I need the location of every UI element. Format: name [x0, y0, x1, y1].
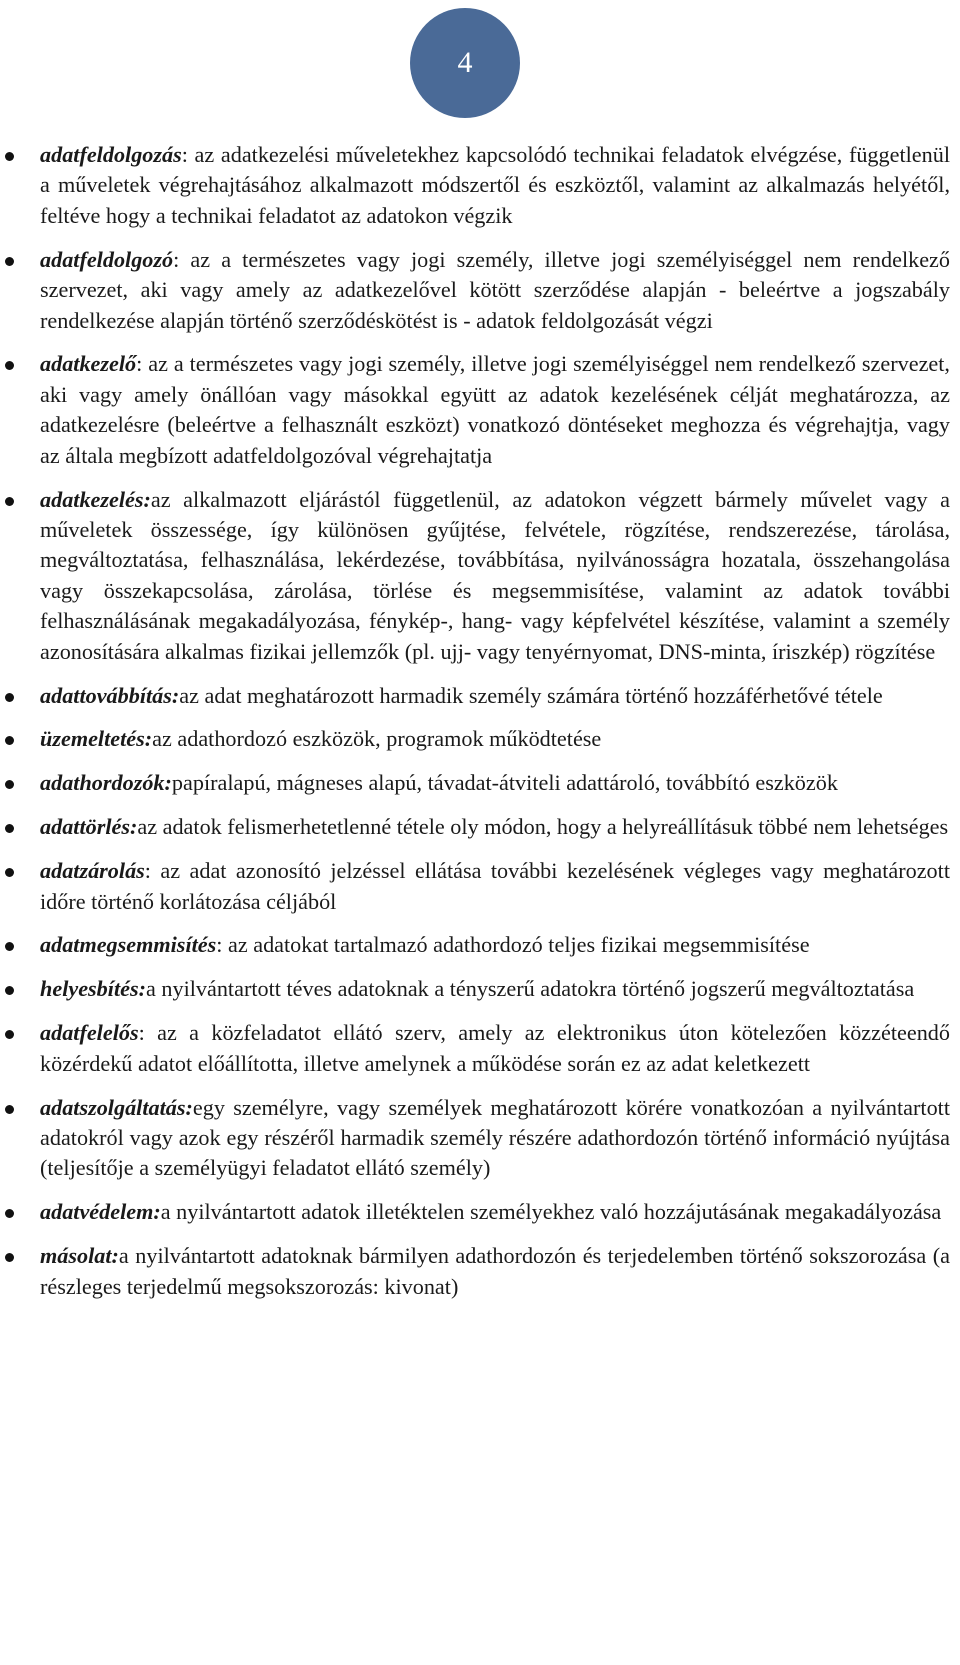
definition-term: adatfeldolgozó	[40, 246, 174, 272]
definition-item	[0, 245, 960, 336]
definition-term: adatkezelés:	[40, 486, 151, 512]
definition-item	[0, 768, 960, 798]
definition-term: adatvédelem:	[40, 1199, 161, 1225]
definition-term: adatzárolás	[40, 858, 145, 884]
definition-term: helyesbítés:	[40, 976, 146, 1002]
definition-text: az a természetes vagy jogi személy, illetve jogi személyiséggel nem rendelkező szervezet, aki vagy amely önállóan vagy másokkal együtt az adatok kezelésének célját meghatározza, az adatkezelésre (beleértve a felhasznált eszközt) vonatkozó döntéseket meghozza és végrehajtja, vagy az általa megbízott adatfeldolgozóval végrehajtatja	[40, 351, 950, 468]
definition-item	[0, 812, 960, 842]
definition-term: adathordozók:	[40, 770, 172, 796]
term-separator: :	[173, 246, 191, 272]
definition-item	[0, 1197, 960, 1227]
bullet-icon	[5, 152, 14, 161]
definition-item	[0, 1241, 960, 1302]
definition-term: adatszolgáltatás:	[40, 1094, 193, 1120]
definition-item	[0, 1018, 960, 1079]
bullet-icon	[5, 497, 14, 506]
definition-text: az adat azonosító jelzéssel ellátása további kezelésének végleges vagy meghatározott időre történő korlátozása céljából	[40, 858, 950, 914]
bullet-icon	[5, 780, 14, 789]
definition-text: az adat meghatározott harmadik személy számára történő hozzáférhetővé tétele	[179, 682, 883, 708]
definition-text: az adatok felismerhetetlenné tétele oly módon, hogy a helyreállításuk többé nem lehetséges	[137, 814, 949, 840]
definition-text: az adatokat tartalmazó adathordozó teljes fizikai megsemmisítése	[227, 932, 810, 958]
definition-text: egy személyre, vagy személyek meghatározott körére vonatkozóan a nyilvántartott adatokról vagy azok egy részéről harmadik személy részére adathordozón történő információ nyújtása (teljesítője a személyügyi feladatot ellátó személy)	[40, 1094, 950, 1181]
definition-item	[0, 485, 960, 667]
definition-item	[0, 724, 960, 754]
definition-text: az adatkezelési műveletekhez kapcsolódó technikai feladatok elvégzése, függetlenül a műveletek végrehajtásához alkalmazott módszertől és eszköztől, valamint az alkalmazás helyétől, feltéve hogy a technikai feladatot az adatokon végzik	[40, 142, 950, 228]
definition-text: az a természetes vagy jogi személy, illetve jogi személyiséggel nem rendelkező szervezet, aki vagy amely az adatkezelővel kötött szerződése alapján - beleértve a jogszabály rendelkezése alapján történő szerződéskötést is - adatok feldolgozását végzi	[40, 246, 950, 333]
bullet-icon	[5, 693, 14, 702]
bullet-icon	[5, 1253, 14, 1262]
bullet-icon	[5, 736, 14, 745]
definition-text: a nyilvántartott téves adatoknak a tényszerű adatokra történő jogszerű megváltoztatása	[145, 976, 915, 1002]
bullet-icon	[5, 361, 14, 370]
bullet-icon	[5, 942, 14, 951]
definition-text: a nyilvántartott adatoknak bármilyen adathordozón és terjedelemben történő sokszorozása (a részleges terjedelmű megsokszorozás: kivonat)	[40, 1243, 950, 1299]
definition-item	[0, 974, 960, 1004]
term-separator: :	[144, 858, 161, 884]
definition-term: adatfelelős	[40, 1020, 139, 1046]
definition-term: adattörlés:	[40, 814, 138, 840]
term-separator: :	[136, 351, 149, 377]
definition-term: másolat:	[40, 1243, 119, 1269]
definition-term: adattovábbítás:	[40, 682, 180, 708]
definition-term: üzemeltetés:	[40, 726, 153, 752]
definition-item	[0, 349, 960, 471]
definition-list	[0, 140, 960, 1316]
definition-text: a nyilvántartott adatok illetéktelen személyekhez való hozzájutásának megakadályozása	[160, 1199, 942, 1225]
bullet-icon	[5, 257, 14, 266]
definition-text: az alkalmazott eljárástól függetlenül, az adatokon végzett bármely művelet vagy a műveletek összessége, így különösen gyűjtése, felvétele, rögzítése, rendszerezése, tárolása, megváltoztatása, felhasználása, lekérdezése, továbbítása, nyilvánosságra hozatala, összehangolása vagy összekapcsolása, zárolása, törlése és megsemmisítése, valamint az adatok további felhasználásának megakadályozása, fénykép-, hang- vagy képfelvétel készítése, valamint a személy azonosítására alkalmas fizikai jellemzők (pl. ujj- vagy tenyérnyomat, DNS-minta, íriszkép) rögzítése	[40, 486, 950, 664]
definition-item	[0, 1093, 960, 1184]
definition-term: adatmegsemmisítés	[40, 932, 217, 958]
definition-item	[0, 930, 960, 960]
definition-text: az a közfeladatot ellátó szerv, amely az elektronikus úton kötelezően közzéteendő közérdekű adatot előállította, illetve amelynek a működése során ez az adat keletkezett	[40, 1020, 950, 1076]
definition-term: adatkezelő	[40, 351, 137, 377]
term-separator: :	[138, 1020, 158, 1046]
page-number-badge	[410, 8, 520, 118]
definition-text: papíralapú, mágneses alapú, távadat-átviteli adattároló, továbbító eszközök	[171, 770, 838, 796]
definition-item	[0, 140, 960, 231]
bullet-icon	[5, 824, 14, 833]
definition-item	[0, 681, 960, 711]
term-separator: :	[181, 142, 195, 167]
definition-term: adatfeldolgozás	[40, 142, 182, 167]
bullet-icon	[5, 1209, 14, 1218]
bullet-icon	[5, 986, 14, 995]
page-number: 4	[457, 46, 473, 79]
term-separator: :	[216, 932, 228, 958]
bullet-icon	[5, 868, 14, 877]
definition-text: az adathordozó eszközök, programok működtetése	[152, 726, 602, 752]
definition-item	[0, 856, 960, 917]
bullet-icon	[5, 1105, 14, 1114]
bullet-icon	[5, 1030, 14, 1039]
